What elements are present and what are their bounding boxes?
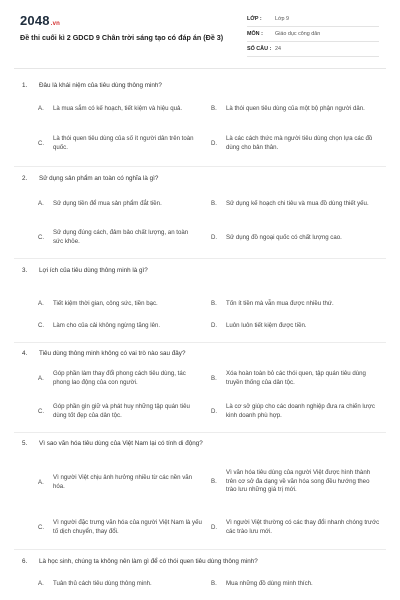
option-text: Là thói quen tiêu dùng của số ít người dân trên toàn quốc. bbox=[53, 135, 194, 151]
option-text: Vì văn hóa tiêu dùng của người Việt được hình thành trên cơ sở đa dạng về văn hóa song đều hướng theo trào lưu những giá trị mới. bbox=[226, 468, 371, 494]
option-text: Là các cách thức mà người tiêu dùng chọn lựa các đồ dùng cho bản thân. bbox=[226, 135, 373, 151]
answer-option[interactable] bbox=[38, 472, 203, 494]
answer-option[interactable] bbox=[211, 98, 381, 120]
option-letter: B. bbox=[211, 374, 217, 382]
option-letter: C. bbox=[38, 523, 45, 531]
question-text: Vì sao văn hóa tiêu dùng của Việt Nam lại có tính di động? bbox=[39, 440, 203, 447]
option-text: Luôn luôn tiết kiệm được tiền. bbox=[226, 321, 307, 329]
question-number: 1. bbox=[22, 82, 28, 89]
option-text: Là mua sắm có kế hoạch, tiết kiệm và hiệu quả. bbox=[53, 104, 183, 112]
question-text: Là học sinh, chúng ta không nên làm gì để có thói quen tiêu dùng thông minh? bbox=[39, 558, 258, 565]
option-text: Mua những đồ dùng mình thích. bbox=[226, 579, 313, 587]
option-text: Làm cho của cải không ngừng tăng lên. bbox=[53, 321, 161, 329]
option-text: Vì người Việt chịu ảnh hưởng nhiều từ các nền văn hóa. bbox=[53, 474, 193, 490]
option-letter: D. bbox=[211, 321, 218, 329]
question-text-row bbox=[22, 175, 382, 182]
answer-option[interactable] bbox=[38, 577, 203, 591]
question-text-row bbox=[22, 440, 382, 447]
meta-value: Lớp 9 bbox=[275, 16, 290, 22]
question-text-row bbox=[22, 82, 382, 89]
option-letter: B. bbox=[211, 299, 217, 307]
option-letter: A. bbox=[38, 374, 44, 382]
option-letter: A. bbox=[38, 199, 44, 207]
option-letter: D. bbox=[211, 139, 218, 147]
option-letter: D. bbox=[211, 523, 218, 531]
meta-value: Giáo dục công dân bbox=[275, 31, 321, 37]
option-text: Xóa hoàn toàn bỏ các thói quen, tập quán tiêu dùng truyền thống của dân tộc. bbox=[226, 370, 366, 386]
question-number: 5. bbox=[22, 440, 28, 447]
meta-key: MÔN : bbox=[247, 31, 263, 37]
answer-option[interactable] bbox=[38, 401, 203, 423]
option-letter: A. bbox=[38, 478, 44, 486]
question-1 bbox=[22, 82, 382, 89]
answer-option[interactable] bbox=[211, 577, 381, 591]
option-text: Tốn ít tiền mà vẫn mua được nhiều thứ. bbox=[226, 299, 334, 307]
answer-option[interactable] bbox=[211, 319, 381, 333]
answer-option[interactable] bbox=[211, 193, 376, 215]
answer-option[interactable] bbox=[38, 194, 203, 214]
answer-option[interactable] bbox=[211, 368, 381, 390]
question-text-row bbox=[22, 350, 382, 357]
answer-option[interactable] bbox=[38, 368, 203, 390]
answer-option[interactable] bbox=[38, 227, 198, 249]
question-divider bbox=[14, 258, 386, 259]
question-divider bbox=[14, 166, 386, 167]
option-text: Sử dụng đúng cách, đảm bảo chất lượng, an toàn sức khỏe. bbox=[53, 229, 189, 245]
answer-option[interactable] bbox=[211, 133, 383, 155]
question-5 bbox=[22, 440, 382, 447]
option-letter: D. bbox=[211, 407, 218, 415]
answer-option[interactable] bbox=[38, 517, 203, 539]
option-text: Sử dụng kế hoạch chi tiêu và mua đồ dùng thiết yếu. bbox=[226, 199, 369, 207]
answer-option[interactable] bbox=[211, 517, 381, 539]
answer-option[interactable] bbox=[38, 133, 198, 155]
question-number: 3. bbox=[22, 267, 28, 274]
option-text: Là cơ sở giúp cho các doanh nghiệp đưa ra chiến lược kinh doanh phù hợp. bbox=[226, 403, 375, 419]
option-letter: B. bbox=[211, 104, 217, 112]
option-text: Góp phần gìn giữ và phát huy những tập quán tiêu dùng tốt đẹp của dân tộc. bbox=[53, 403, 190, 419]
question-text-row bbox=[22, 267, 382, 274]
question-text: Lợi ích của tiêu dùng thông minh là gì? bbox=[39, 267, 148, 274]
exam-title: Đề thi cuối kì 2 GDCD 9 Chân trời sáng tạo có đáp án (Đề 3) bbox=[20, 33, 224, 42]
answer-option[interactable] bbox=[38, 98, 198, 120]
question-number: 2. bbox=[22, 175, 28, 182]
logo-suffix: .vn bbox=[50, 21, 61, 27]
answer-option[interactable] bbox=[38, 319, 203, 333]
question-3 bbox=[22, 267, 382, 274]
option-letter: A. bbox=[38, 579, 44, 587]
meta-value: 24 bbox=[275, 46, 281, 52]
option-letter: A. bbox=[38, 104, 44, 112]
option-letter: D. bbox=[211, 233, 218, 241]
option-text: Tiết kiệm thời gian, công sức, tiền bạc. bbox=[53, 299, 158, 307]
logo-text: 2048 bbox=[20, 13, 50, 28]
option-letter: C. bbox=[38, 233, 45, 241]
option-text: Góp phần làm thay đổi phong cách tiêu dùng, tác phong lao động của con người. bbox=[53, 370, 186, 386]
meta-key: SỐ CÂU : bbox=[247, 46, 272, 52]
question-divider bbox=[14, 549, 386, 550]
option-text: Tuân thủ cách tiêu dùng thông minh. bbox=[53, 579, 152, 587]
question-2 bbox=[22, 175, 382, 182]
answer-option[interactable] bbox=[38, 297, 203, 311]
option-text: Là thói quen tiêu dùng của một bộ phận người dân. bbox=[226, 104, 365, 112]
option-text: Sử dụng đồ ngoại quốc có chất lượng cao. bbox=[226, 233, 342, 241]
answer-option[interactable] bbox=[211, 401, 381, 423]
option-letter: B. bbox=[211, 579, 217, 587]
question-text-row bbox=[22, 558, 382, 565]
question-number: 6. bbox=[22, 558, 28, 565]
answer-option[interactable] bbox=[211, 458, 381, 506]
answer-option[interactable] bbox=[211, 297, 381, 311]
meta-key: LỚP : bbox=[247, 16, 262, 22]
option-letter: C. bbox=[38, 321, 45, 329]
question-6 bbox=[22, 558, 382, 565]
question-text: Đâu là khái niệm của tiêu dùng thông minh? bbox=[39, 82, 162, 89]
question-4 bbox=[22, 350, 382, 357]
option-letter: B. bbox=[211, 477, 217, 485]
question-number: 4. bbox=[22, 350, 28, 357]
option-letter: B. bbox=[211, 199, 217, 207]
answer-option[interactable] bbox=[211, 228, 383, 248]
option-text: Vì người đặc trưng văn hóa của người Việt Nam là yếu tố dịch chuyển, thay đổi. bbox=[53, 519, 202, 535]
question-text: Sử dụng sản phẩm an toàn có nghĩa là gì? bbox=[39, 175, 159, 182]
option-letter: A. bbox=[38, 299, 44, 307]
question-divider bbox=[14, 432, 386, 433]
option-letter: C. bbox=[38, 139, 45, 147]
option-text: Vì người Việt thường có các thay đổi nhanh chóng trước các trào lưu mới. bbox=[226, 519, 380, 535]
question-divider bbox=[14, 342, 386, 343]
option-letter: C. bbox=[38, 407, 45, 415]
option-text: Sử dụng tiền để mua sản phẩm đắt tiền. bbox=[53, 199, 162, 207]
question-text: Tiêu dùng thông minh không có vai trò nào sau đây? bbox=[39, 350, 186, 357]
